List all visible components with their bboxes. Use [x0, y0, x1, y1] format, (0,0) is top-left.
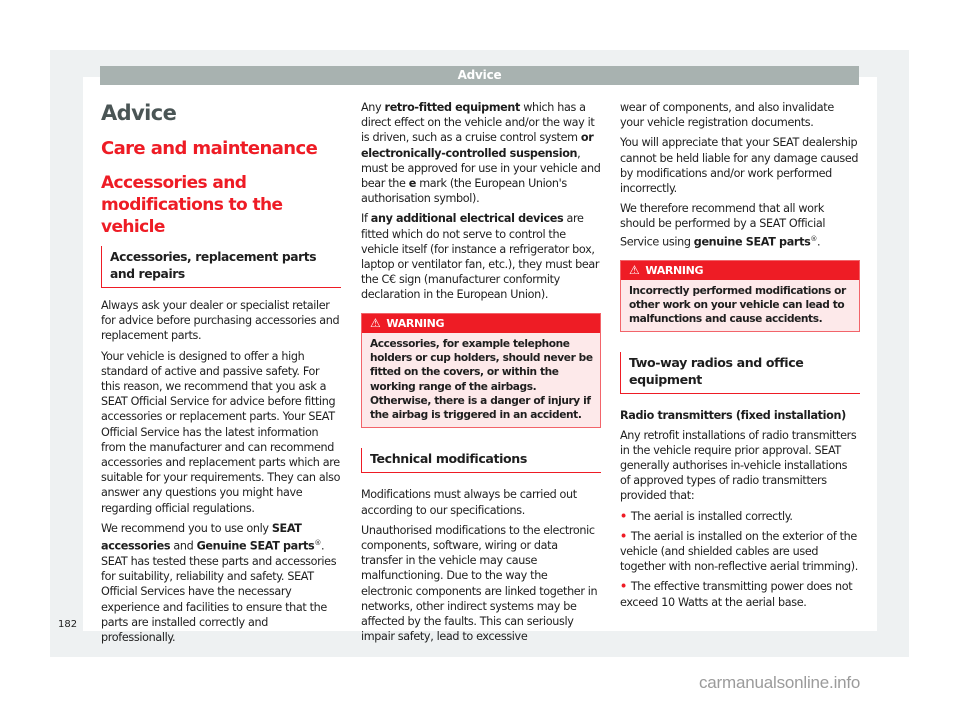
warning-text: Accessories, for example telephone holders or cup holders, should never be fitted on the covers, or within the working range of the airbags. Otherwise, there is a danger of injury if the airbag is triggered in an accident. — [370, 337, 593, 422]
column-2 — [361, 100, 601, 649]
warning-text: Incorrectly performed modifications or other work on your vehicle can lead to malfunctions and cause accidents. — [629, 284, 846, 326]
bold-text: Genuine SEAT parts — [196, 539, 315, 553]
paragraph — [361, 100, 601, 206]
subheading-radio-transmitters: Radio transmitters (fixed installation) — [620, 409, 846, 423]
registered-mark: ® — [314, 539, 322, 548]
heading-accessories-and-modifications: Accessories and modifications to the vehicle — [101, 173, 283, 237]
warning-label: WARNING — [645, 263, 704, 277]
subheading-accessories-replacement-parts: Accessories, replacement parts and repairs — [101, 246, 341, 288]
paragraph: Any retrofit installations of radio transmitters in the vehicle require prior approval. SEAT generally authorises in-vehicle installations of approved types of radio transmitters provided that: — [620, 428, 857, 503]
paragraph — [620, 201, 860, 249]
paragraph — [101, 521, 341, 645]
text: If — [361, 212, 371, 226]
text: . — [817, 235, 821, 249]
warning-triangle-icon: ⚠ — [370, 315, 381, 330]
heading-technical-modifications: Technical modifications — [361, 448, 601, 473]
bold-text: genuine SEAT parts — [693, 235, 811, 249]
text: Any — [361, 101, 385, 114]
text: sign (manufacturer conformity declaration in the European Union). — [361, 273, 560, 302]
warning-box — [361, 313, 601, 429]
bullet-icon: • — [620, 580, 627, 594]
page-number: 182 — [58, 619, 78, 630]
heading-advice: Advice — [101, 101, 177, 125]
watermark[interactable]: carmanualsonline.info — [699, 673, 861, 692]
warning-label: WARNING — [386, 316, 445, 330]
ce-mark-icon: C€ — [381, 273, 396, 287]
bold-text: e — [408, 177, 417, 191]
warning-header — [621, 261, 859, 280]
column-3 — [620, 100, 860, 615]
bold-text: or electronically-controlled suspension — [361, 131, 594, 160]
bold-text: SEAT accessories — [101, 521, 302, 553]
paragraph: You will appreciate that your SEAT dealership cannot be held liable for any damage caused by modifications and/or work performed incorrectly. — [620, 136, 859, 196]
bullet-icon: • — [620, 509, 627, 523]
text: are fitted which do not serve to control the vehicle itself (for instance a refrigerator box, laptop or ventilator fan, etc.), they must bear the — [361, 212, 600, 287]
bullet-icon: • — [620, 529, 627, 543]
list-item — [620, 509, 860, 524]
list-item — [620, 529, 860, 575]
text: mark (the European Union's authorisation symbol). — [361, 177, 567, 206]
warning-header — [362, 314, 600, 333]
list-item — [620, 579, 860, 609]
list-item-text: The aerial is installed on the exterior of the vehicle (and shielded cables are used together with non-reflective aerial trimming). — [620, 529, 858, 574]
paragraph: Your vehicle is designed to offer a high standard of active and passive safety. For this reason, we recommend that you ask a SEAT Official Service for advice before fitting accessories or replacement parts. Your SEAT Official Service has the latest information from the manufacturer and can recommend accessories and replacement parts which are suitable for your requirements. They can also answer any questions you might have regarding official regulations. — [101, 349, 341, 515]
text: which has a direct effect on the vehicle and/or the way it is driven, such as a cruise control system — [361, 101, 595, 145]
text: and — [170, 539, 197, 553]
text: . SEAT has tested these parts and accessories for suitability, reliability and safety. SEAT Official Services have the necessary experience and facilities to ensure that the parts are installed correctly and professionally. — [101, 539, 337, 644]
paragraph: Always ask your dealer or specialist retailer for advice before purchasing accessories and replacement parts. — [101, 299, 340, 343]
bold-text: any additional electrical devices — [370, 212, 564, 226]
heading-two-way-radios: Two-way radios and office equipment — [620, 352, 860, 394]
bold-text: retro-fitted equipment — [384, 101, 520, 114]
text: We therefore recommend that all work should be performed by a SEAT Official Service using — [620, 202, 826, 249]
paragraph — [361, 211, 601, 302]
column-1 — [101, 100, 341, 650]
warning-triangle-icon: ⚠ — [629, 262, 640, 277]
list-item-text: The effective transmitting power does not exceed 10 Watts at the aerial base. — [620, 580, 853, 609]
text: , must be approved for use in your vehicle and bear the — [361, 146, 601, 191]
paragraph: Unauthorised modifications to the electronic components, software, wiring or data transfer in the vehicle may cause malfunctioning. Due to the way the electronic components are linked together in networks, other indirect systems may be affected by the faults. This can seriously impair safety, lead to excessive — [361, 523, 598, 644]
paragraph: Modifications must always be carried out according to our specifications. — [361, 488, 577, 517]
registered-mark: ® — [810, 234, 818, 243]
list-item-text: The aerial is installed correctly. — [630, 509, 793, 523]
page-header-bar: Advice — [100, 66, 859, 85]
paragraph: wear of components, and also invalidate your vehicle registration documents. — [620, 101, 834, 130]
text: We recommend you to use only — [101, 521, 272, 535]
heading-care-and-maintenance: Care and maintenance — [101, 138, 318, 159]
warning-box — [620, 260, 860, 333]
